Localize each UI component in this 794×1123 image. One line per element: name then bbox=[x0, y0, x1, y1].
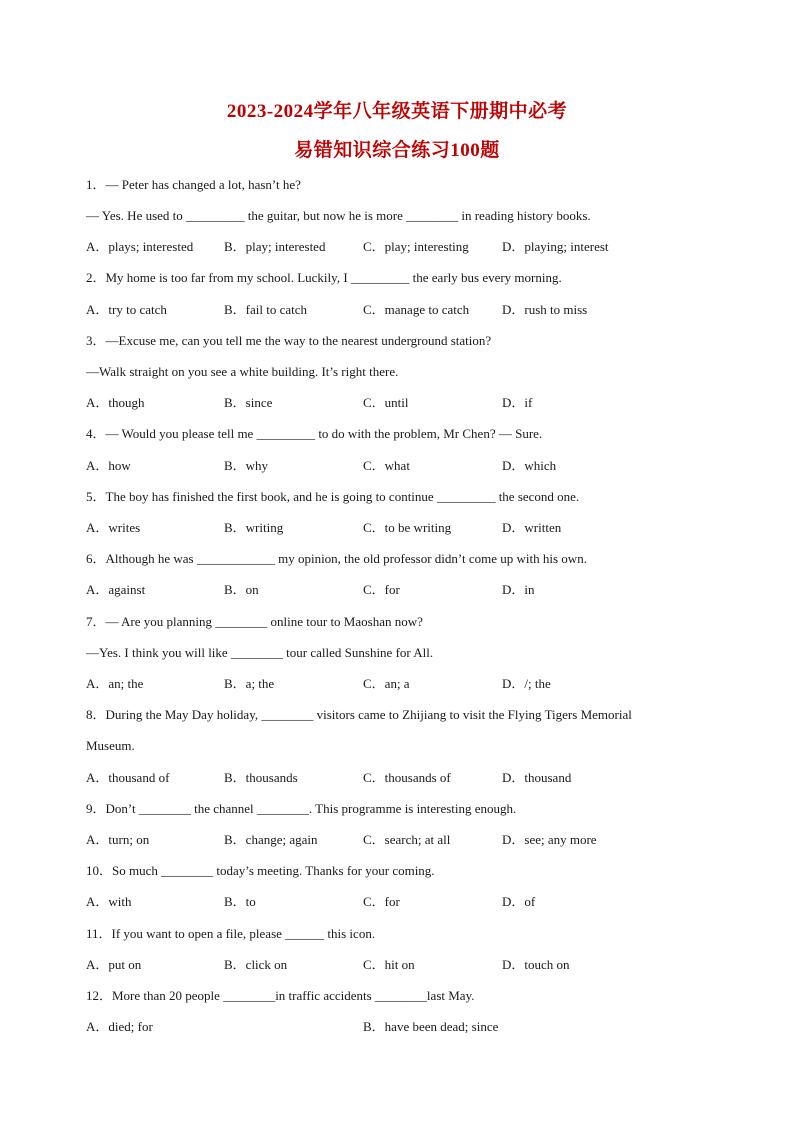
question-4-options bbox=[86, 457, 726, 475]
question-5-stem: 5．The boy has finished the first book, and he is going to continue _________ the second one. bbox=[86, 489, 580, 504]
question-3-options bbox=[86, 394, 726, 412]
option-d[interactable]: D．thousand bbox=[502, 770, 572, 785]
option-b[interactable]: B．click on bbox=[224, 957, 288, 972]
option-d[interactable]: D．see; any more bbox=[502, 832, 597, 847]
question-8-stem-2: Museum. bbox=[86, 738, 135, 753]
question-2-options bbox=[86, 301, 726, 319]
question-9-options bbox=[86, 831, 726, 849]
option-c[interactable]: C．for bbox=[363, 582, 400, 597]
question-7-stem-2: —Yes. I think you will like ________ tour called Sunshine for All. bbox=[86, 645, 434, 660]
option-a[interactable]: A．put on bbox=[86, 957, 142, 972]
question-6-stem: 6．Although he was ____________ my opinion, the old professor didn’t come up with his own. bbox=[86, 551, 587, 566]
option-b[interactable]: B．why bbox=[224, 458, 269, 473]
option-c[interactable]: C．search; at all bbox=[363, 832, 451, 847]
option-d[interactable]: D．of bbox=[502, 894, 536, 909]
option-c[interactable]: C．what bbox=[363, 458, 410, 473]
question-4-stem: 4．— Would you please tell me _________ to do with the problem, Mr Chen? — Sure. bbox=[86, 426, 543, 441]
question-8-stem: 8．During the May Day holiday, ________ visitors came to Zhijiang to visit the Flying Tigers Memorial bbox=[86, 707, 632, 722]
question-10-stem: 10．So much ________ today’s meeting. Thanks for your coming. bbox=[86, 863, 435, 878]
option-b[interactable]: B．have been dead; since bbox=[363, 1019, 499, 1034]
option-b[interactable]: B．thousands bbox=[224, 770, 298, 785]
option-c[interactable]: C．for bbox=[363, 894, 400, 909]
option-a[interactable]: A．writes bbox=[86, 520, 141, 535]
option-a[interactable]: A．an; the bbox=[86, 676, 144, 691]
option-a[interactable]: A．died; for bbox=[86, 1019, 153, 1034]
option-c[interactable]: C．an; a bbox=[363, 676, 410, 691]
title-line-2: 易错知识综合练习100题 bbox=[294, 140, 500, 161]
option-b[interactable]: B．play; interested bbox=[224, 239, 326, 254]
question-3-stem-2: —Walk straight on you see a white building. It’s right there. bbox=[86, 364, 399, 379]
option-b[interactable]: B．writing bbox=[224, 520, 284, 535]
question-5-options bbox=[86, 519, 726, 537]
option-d[interactable]: D．touch on bbox=[502, 957, 570, 972]
question-11-stem: 11．If you want to open a file, please ______ this icon. bbox=[86, 926, 376, 941]
question-9-stem: 9．Don’t ________ the channel ________. This programme is interesting enough. bbox=[86, 801, 517, 816]
question-1-stem-2: — Yes. He used to _________ the guitar, but now he is more ________ in reading history books. bbox=[86, 208, 591, 223]
option-d[interactable]: D．in bbox=[502, 582, 535, 597]
option-b[interactable]: B．since bbox=[224, 395, 273, 410]
option-d[interactable]: D．which bbox=[502, 458, 557, 473]
option-b[interactable]: B．change; again bbox=[224, 832, 318, 847]
question-7-options bbox=[86, 675, 726, 693]
option-b[interactable]: B．fail to catch bbox=[224, 302, 308, 317]
title-line-1: 2023-2024学年八年级英语下册期中必考 bbox=[226, 101, 568, 122]
option-a[interactable]: A．plays; interested bbox=[86, 239, 194, 254]
option-c[interactable]: C．play; interesting bbox=[363, 239, 469, 254]
question-8-options bbox=[86, 769, 726, 787]
question-3-stem: 3．—Excuse me, can you tell me the way to the nearest underground station? bbox=[86, 333, 492, 348]
option-a[interactable]: A．with bbox=[86, 894, 132, 909]
question-12-options bbox=[86, 1018, 726, 1036]
option-c[interactable]: C．thousands of bbox=[363, 770, 451, 785]
option-b[interactable]: B．to bbox=[224, 894, 256, 909]
option-d[interactable]: D．playing; interest bbox=[502, 239, 609, 254]
question-6-options bbox=[86, 581, 726, 599]
option-a[interactable]: A．how bbox=[86, 458, 131, 473]
question-7-stem: 7．— Are you planning ________ online tour to Maoshan now? bbox=[86, 614, 423, 629]
option-c[interactable]: C．hit on bbox=[363, 957, 415, 972]
option-a[interactable]: A．try to catch bbox=[86, 302, 167, 317]
question-10-options bbox=[86, 893, 726, 911]
option-c[interactable]: C．to be writing bbox=[363, 520, 452, 535]
option-c[interactable]: C．manage to catch bbox=[363, 302, 470, 317]
option-c[interactable]: C．until bbox=[363, 395, 409, 410]
option-a[interactable]: A．though bbox=[86, 395, 145, 410]
question-11-options bbox=[86, 956, 726, 974]
question-2-stem: 2．My home is too far from my school. Luckily, I _________ the early bus every morning. bbox=[86, 270, 562, 285]
question-1-options bbox=[86, 238, 726, 256]
option-d[interactable]: D．if bbox=[502, 395, 533, 410]
option-d[interactable]: D．written bbox=[502, 520, 562, 535]
option-a[interactable]: A．turn; on bbox=[86, 832, 150, 847]
question-1-stem: 1．— Peter has changed a lot, hasn’t he? bbox=[86, 177, 301, 192]
option-b[interactable]: B．a; the bbox=[224, 676, 275, 691]
question-12-stem: 12．More than 20 people ________in traffic accidents ________last May. bbox=[86, 988, 475, 1003]
option-b[interactable]: B．on bbox=[224, 582, 259, 597]
option-d[interactable]: D．/; the bbox=[502, 676, 551, 691]
option-d[interactable]: D．rush to miss bbox=[502, 302, 588, 317]
option-a[interactable]: A．thousand of bbox=[86, 770, 170, 785]
option-a[interactable]: A．against bbox=[86, 582, 146, 597]
